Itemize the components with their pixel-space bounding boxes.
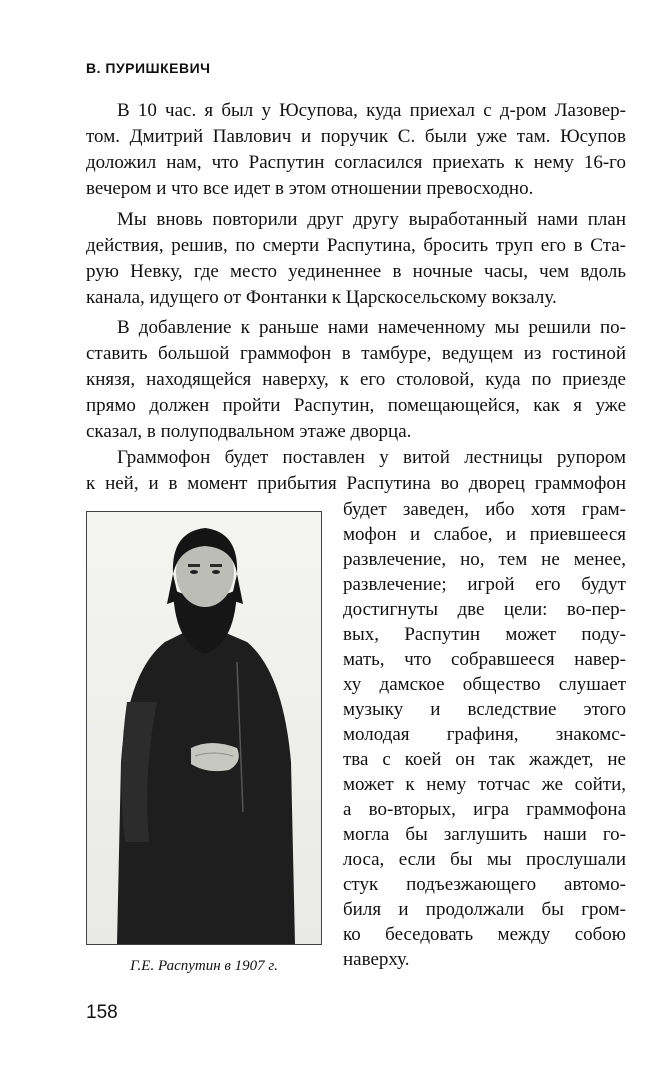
text-line: молодая графиня, знакомс- bbox=[343, 724, 626, 745]
text-line: стук подъезжающего автомо- bbox=[343, 874, 626, 895]
text-line: а во-вторых, игра граммофона bbox=[343, 799, 626, 820]
portrait-photo bbox=[87, 512, 321, 944]
text-line: биля и продолжали бы гром- bbox=[343, 899, 626, 920]
page-number: 158 bbox=[86, 1002, 118, 1023]
text-line: ко беседовать между собою bbox=[343, 924, 626, 945]
text-line: князя, находящейся наверху, к его столовой, куда по приезде bbox=[86, 369, 626, 390]
figure-caption: Г.Е. Распутин в 1907 г. bbox=[130, 958, 278, 974]
text-line: сказал, в полуподвальном этаже дворца. bbox=[86, 421, 412, 442]
text-line: ставить большой граммофон в тамбуре, ведущем из гостиной bbox=[86, 343, 626, 364]
text-line: вых, Распутин может поду- bbox=[343, 624, 626, 645]
text-line: будет заведен, ибо хотя грам- bbox=[343, 499, 626, 520]
text-line: действия, решив, по смерти Распутина, бросить труп его в Ста- bbox=[86, 235, 626, 256]
running-head: В. ПУРИШКЕВИЧ bbox=[86, 60, 211, 76]
photo bbox=[86, 511, 322, 945]
text-line: Мы вновь повторили друг другу выработанный нами план bbox=[117, 209, 626, 230]
text-line: тва с коей он так жаждет, не bbox=[343, 749, 626, 770]
text-line: прямо должен пройти Распутин, помещающейся, как я уже bbox=[86, 395, 626, 416]
text-line: мофон и слабое, и приевшееся bbox=[343, 524, 626, 545]
text-line: музыку и вследствие этого bbox=[343, 699, 626, 720]
text-line: канала, идущего от Фонтанки к Царскосельскому вокзалу. bbox=[86, 287, 557, 308]
text-line: вечером и что все идет в этом отношении превосходно. bbox=[86, 178, 534, 199]
text-line: Граммофон будет поставлен у витой лестницы рупором bbox=[117, 447, 626, 468]
text-line: развлечение, но, тем не менее, bbox=[343, 549, 626, 570]
text-line: рую Невку, где место уединеннее в ночные часы, чем вдоль bbox=[86, 261, 626, 282]
text-line: В добавление к раньше нами намеченному мы решили по- bbox=[117, 317, 626, 338]
text-line: доложил нам, что Распутин согласился приехать к нему 16-го bbox=[86, 152, 626, 173]
text-line: наверху. bbox=[343, 949, 410, 970]
text-line: лоса, если бы мы прослушали bbox=[343, 849, 626, 870]
text-line: достигнуты две цели: во-пер- bbox=[343, 599, 626, 620]
text-line: В 10 час. я был у Юсупова, куда приехал с д-ром Лазовер- bbox=[117, 100, 626, 121]
text-line: могла бы заглушить наши го- bbox=[343, 824, 626, 845]
text-line: развлечение; игрой его будут bbox=[343, 574, 626, 595]
text-line: может к нему тотчас же сойти, bbox=[343, 774, 626, 795]
text-line: к ней, и в момент прибытия Распутина во дворец граммофон bbox=[86, 473, 626, 494]
text-line: том. Дмитрий Павлович и поручик С. были уже там. Юсупов bbox=[86, 126, 626, 147]
text-line: мать, что собравшееся навер- bbox=[343, 649, 626, 670]
text-line: ху дамское общество слушает bbox=[343, 674, 626, 695]
